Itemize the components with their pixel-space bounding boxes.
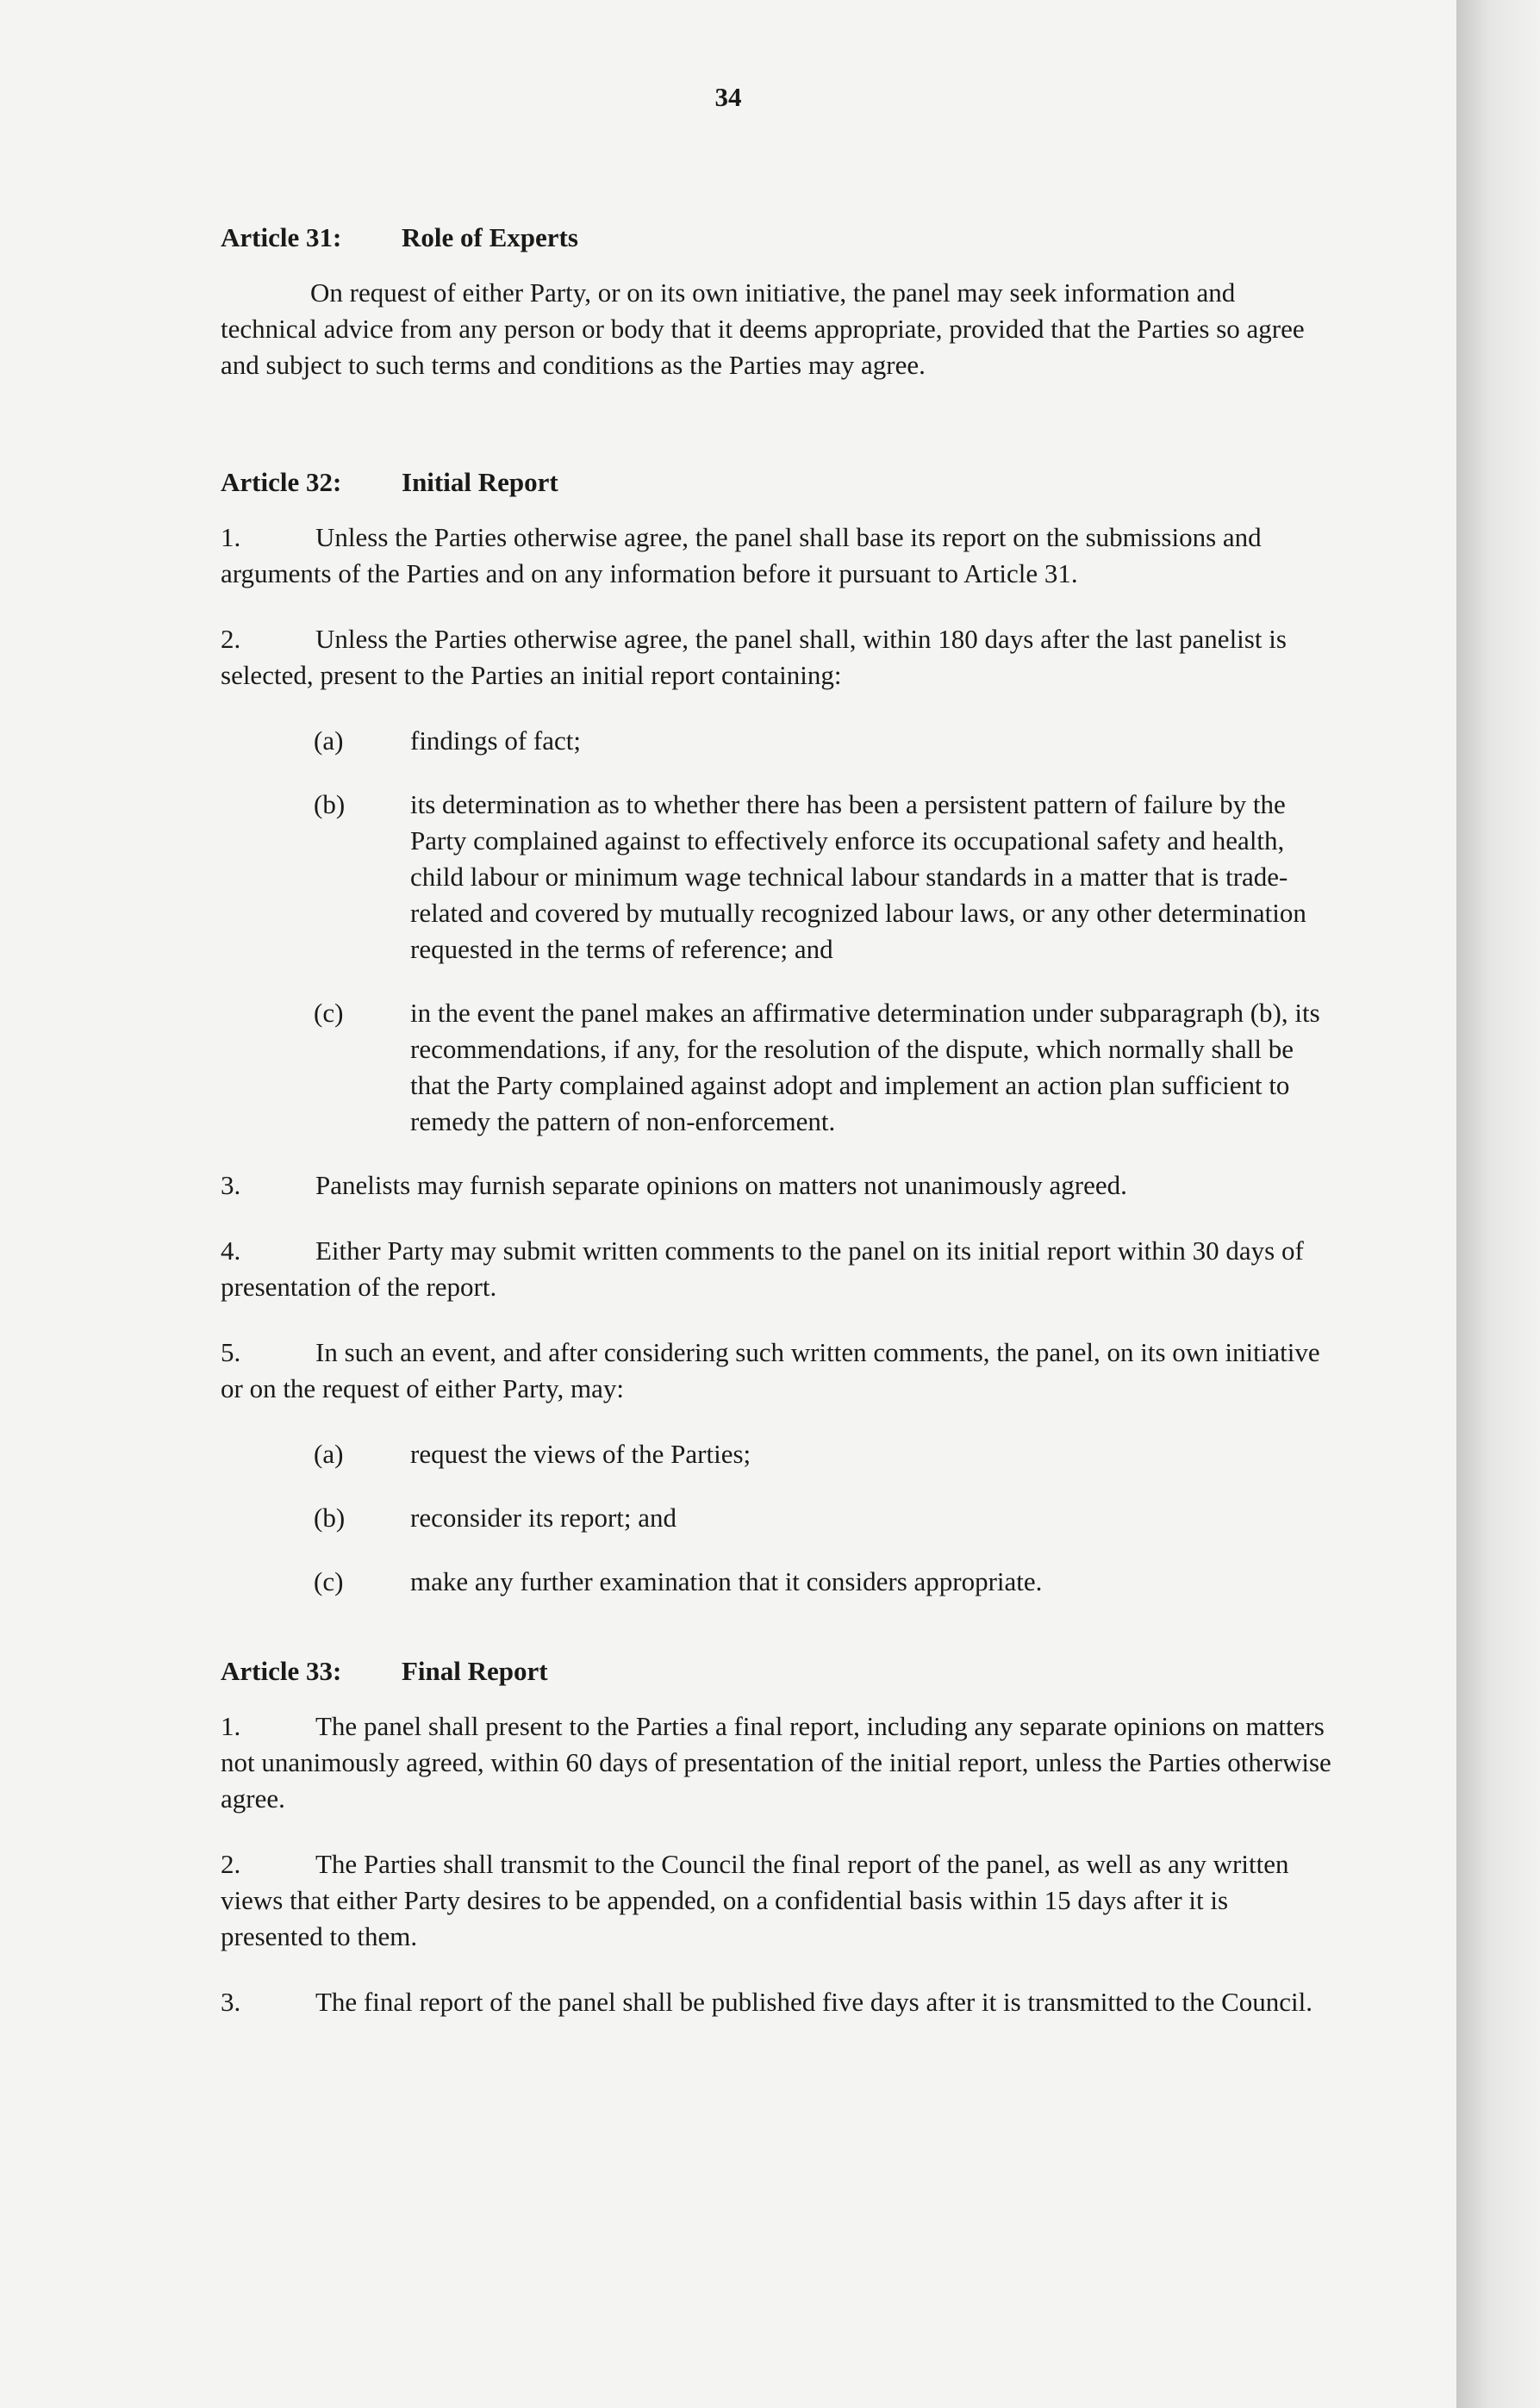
paragraph-number: 3.: [221, 1170, 241, 1200]
article-33-paragraph-1: [221, 1708, 1332, 1817]
list-item: [221, 1500, 1332, 1536]
list-item: [221, 723, 1332, 759]
paragraph-text: Unless the Parties otherwise agree, the panel shall, within 180 days after the last panelist is selected, present to the Parties an initial report containing:: [221, 624, 1287, 690]
article-31-heading: [221, 220, 1332, 256]
item-label: (b): [314, 1503, 346, 1533]
item-label: (c): [314, 1566, 344, 1596]
article-32-paragraph-5: [221, 1335, 1332, 1407]
article-33-paragraph-3: [221, 1984, 1332, 2020]
item-label: (b): [314, 789, 346, 819]
list-item: [221, 995, 1332, 1140]
article-33-paragraph-2: [221, 1846, 1332, 1955]
paragraph-number: 1.: [221, 1711, 241, 1741]
article-32-heading: [221, 464, 1332, 501]
item-text: reconsider its report; and: [410, 1503, 677, 1533]
article-31-paragraph: On request of either Party, or on its own initiative, the panel may seek information and technical advice from any person or body that it deems appropriate, provided that the Parties so agree and subject to such terms and conditions as the Parties may agree.: [221, 277, 1305, 380]
item-text: its determination as to whether there has been a persistent pattern of failure by the Party complained against to effectively enforce its occupational safety and health, child labour or minimum wage technical labour standards in a matter that is trade-related and covered by mutually recognized labour laws, or any other determination requested in the terms of reference; and: [410, 789, 1306, 964]
article-32-paragraph-3: [221, 1167, 1332, 1204]
article-33-heading: [221, 1653, 1332, 1689]
page-number: 34: [714, 82, 742, 112]
list-item: [221, 1436, 1332, 1472]
article-number: Article 31:: [221, 222, 342, 252]
item-label: (a): [314, 1439, 344, 1469]
article-number: Article 32:: [221, 467, 342, 497]
paragraph-number: 3.: [221, 1987, 241, 2017]
page-edge: [1456, 0, 1540, 2408]
item-label: (a): [314, 725, 344, 756]
paragraph-text: Either Party may submit written comments to the panel on its initial report within 30 days of presentation of the report.: [221, 1235, 1304, 1302]
item-text: in the event the panel makes an affirmative determination under subparagraph (b), its recommendations, if any, for the resolution of the dispute, which normally shall be that the Party complained against adopt and implement an action plan sufficient to remedy the pattern of non-enforcement.: [410, 998, 1320, 1136]
item-text: findings of fact;: [410, 725, 582, 756]
paragraph-number: 4.: [221, 1235, 241, 1266]
paragraph-text: In such an event, and after considering such written comments, the panel, on its own initiative or on the request of either Party, may:: [221, 1337, 1320, 1403]
item-text: request the views of the Parties;: [410, 1439, 751, 1469]
paragraph-number: 2.: [221, 624, 241, 654]
article-number: Article 33:: [221, 1656, 342, 1686]
paragraph-text: The panel shall present to the Parties a final report, including any separate opinions on matters not unanimously agreed, within 60 days of presentation of the initial report, unless the Parties otherwise agree.: [221, 1711, 1331, 1814]
article-32-paragraph-1: [221, 520, 1332, 592]
article-title: Final Report: [402, 1656, 548, 1686]
paragraph-number: 1.: [221, 522, 241, 552]
item-label: (c): [314, 998, 344, 1028]
paragraph-text: Unless the Parties otherwise agree, the panel shall base its report on the submissions and arguments of the Parties and on any information before it pursuant to Article 31.: [221, 522, 1262, 588]
paragraph-number: 2.: [221, 1849, 241, 1879]
article-title: Initial Report: [402, 467, 558, 497]
document-body: [221, 220, 1332, 2050]
article-32-paragraph-4: [221, 1233, 1332, 1305]
item-text: make any further examination that it considers appropriate.: [410, 1566, 1043, 1596]
article-32-paragraph-2: [221, 621, 1332, 694]
list-item: [221, 787, 1332, 968]
paragraph-text: The Parties shall transmit to the Council the final report of the panel, as well as any written views that either Party desires to be appended, on a confidential basis within 15 days after it is presented to them.: [221, 1849, 1289, 1951]
paragraph-number: 5.: [221, 1337, 241, 1367]
paragraph-text: The final report of the panel shall be published five days after it is transmitted to the Council.: [315, 1987, 1313, 2017]
paragraph-text: Panelists may furnish separate opinions on matters not unanimously agreed.: [315, 1170, 1127, 1200]
article-title: Role of Experts: [402, 222, 578, 252]
list-item: [221, 1564, 1332, 1600]
